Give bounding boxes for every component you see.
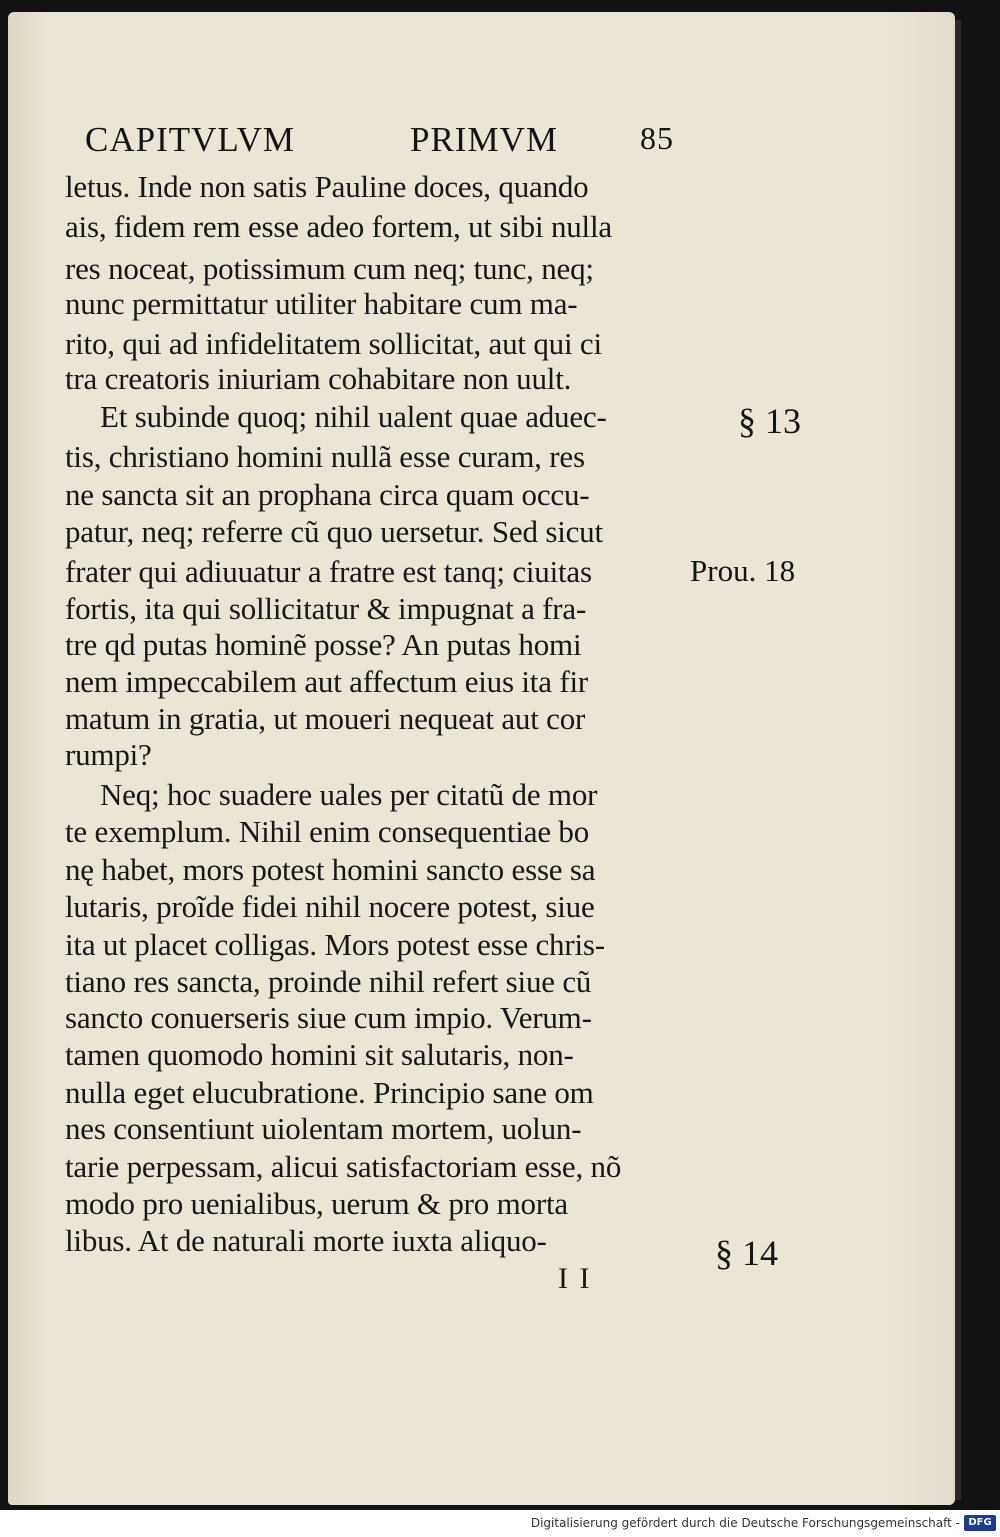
text-line: nunc permittatur utiliter habitare cum ma- [65, 286, 578, 321]
margin-section-14: § 14 [715, 1233, 778, 1273]
text-line: tamen quomodo homini sit salutaris, non- [65, 1037, 574, 1072]
text-line: patur, neq; referre cũ quo uersetur. Sed sicut [65, 514, 603, 549]
text-line: rumpi? [65, 737, 152, 772]
text-line: Et subinde quoq; nihil ualent quae aduec- [100, 399, 607, 434]
signature-mark: I I [558, 1262, 592, 1295]
text-line: tarie perpessam, alicui satisfactoriam esse, nõ [65, 1149, 622, 1184]
text-line: lutaris, proĩde fidei nihil nocere potest, siue [65, 889, 595, 924]
text-line: rito, qui ad infidelitatem sollicitat, aut qui ci [65, 326, 602, 361]
text-line: Neq; hoc suadere uales per citatũ de mor [100, 777, 598, 812]
footer-bar [0, 1513, 1000, 1537]
text-line: libus. At de naturali morte iuxta aliquo- [65, 1223, 547, 1258]
text-line: modo pro uenialibus, uerum & pro morta [65, 1186, 568, 1221]
text-line: nę habet, mors potest homini sancto esse sa [65, 852, 596, 887]
text-line: fortis, ita qui sollicitatur & impugnat a fra- [65, 591, 587, 626]
text-line: tre qd putas hominẽ posse? An putas homi [65, 627, 582, 662]
text-line: tis, christiano homini nullã esse curam, res [65, 439, 585, 474]
page-edge [955, 20, 961, 1500]
text-line: tra creatoris iniuriam cohabitare non uult. [65, 361, 572, 396]
header-primum: PRIMVM [410, 120, 558, 159]
margin-reference-prov-18: Prou. 18 [690, 553, 796, 588]
text-line: sancto conuerseris siue cum impio. Verum- [65, 1000, 592, 1035]
text-line: nes consentiunt uiolentam mortem, uolun- [65, 1111, 582, 1146]
margin-section-13: § 13 [738, 401, 801, 441]
folio-number: 85 [640, 120, 674, 156]
dfg-logo-icon: DFG [964, 1515, 996, 1531]
text-line: nem impeccabilem aut affectum eius ita fir [65, 664, 588, 699]
text-line: frater qui adiuuatur a fratre est tanq; ciuitas [65, 554, 592, 589]
text-line: matum in gratia, ut moueri nequeat aut cor [65, 701, 586, 736]
text-line: ais, fidem rem esse adeo fortem, ut sibi nulla [65, 209, 612, 244]
text-line: ita ut placet colligas. Mors potest esse chris- [65, 927, 605, 962]
footer-credit: Digitalisierung gefördert durch die Deutsche Forschungsgemeinschaft - [530, 1516, 960, 1530]
running-header [85, 120, 685, 160]
text-line: res noceat, potissimum cum neq; tunc, neq; [65, 251, 594, 286]
text-line: tiano res sancta, proinde nihil refert siue cũ [65, 964, 592, 999]
header-chapter: CAPITVLVM [85, 120, 295, 159]
text-line: ne sancta sit an prophana circa quam occu- [65, 477, 590, 512]
text-line: letus. Inde non satis Pauline doces, quando [65, 169, 589, 204]
text-line: te exemplum. Nihil enim consequentiae bo [65, 814, 590, 849]
text-line: nulla eget elucubratione. Principio sane om [65, 1075, 594, 1110]
